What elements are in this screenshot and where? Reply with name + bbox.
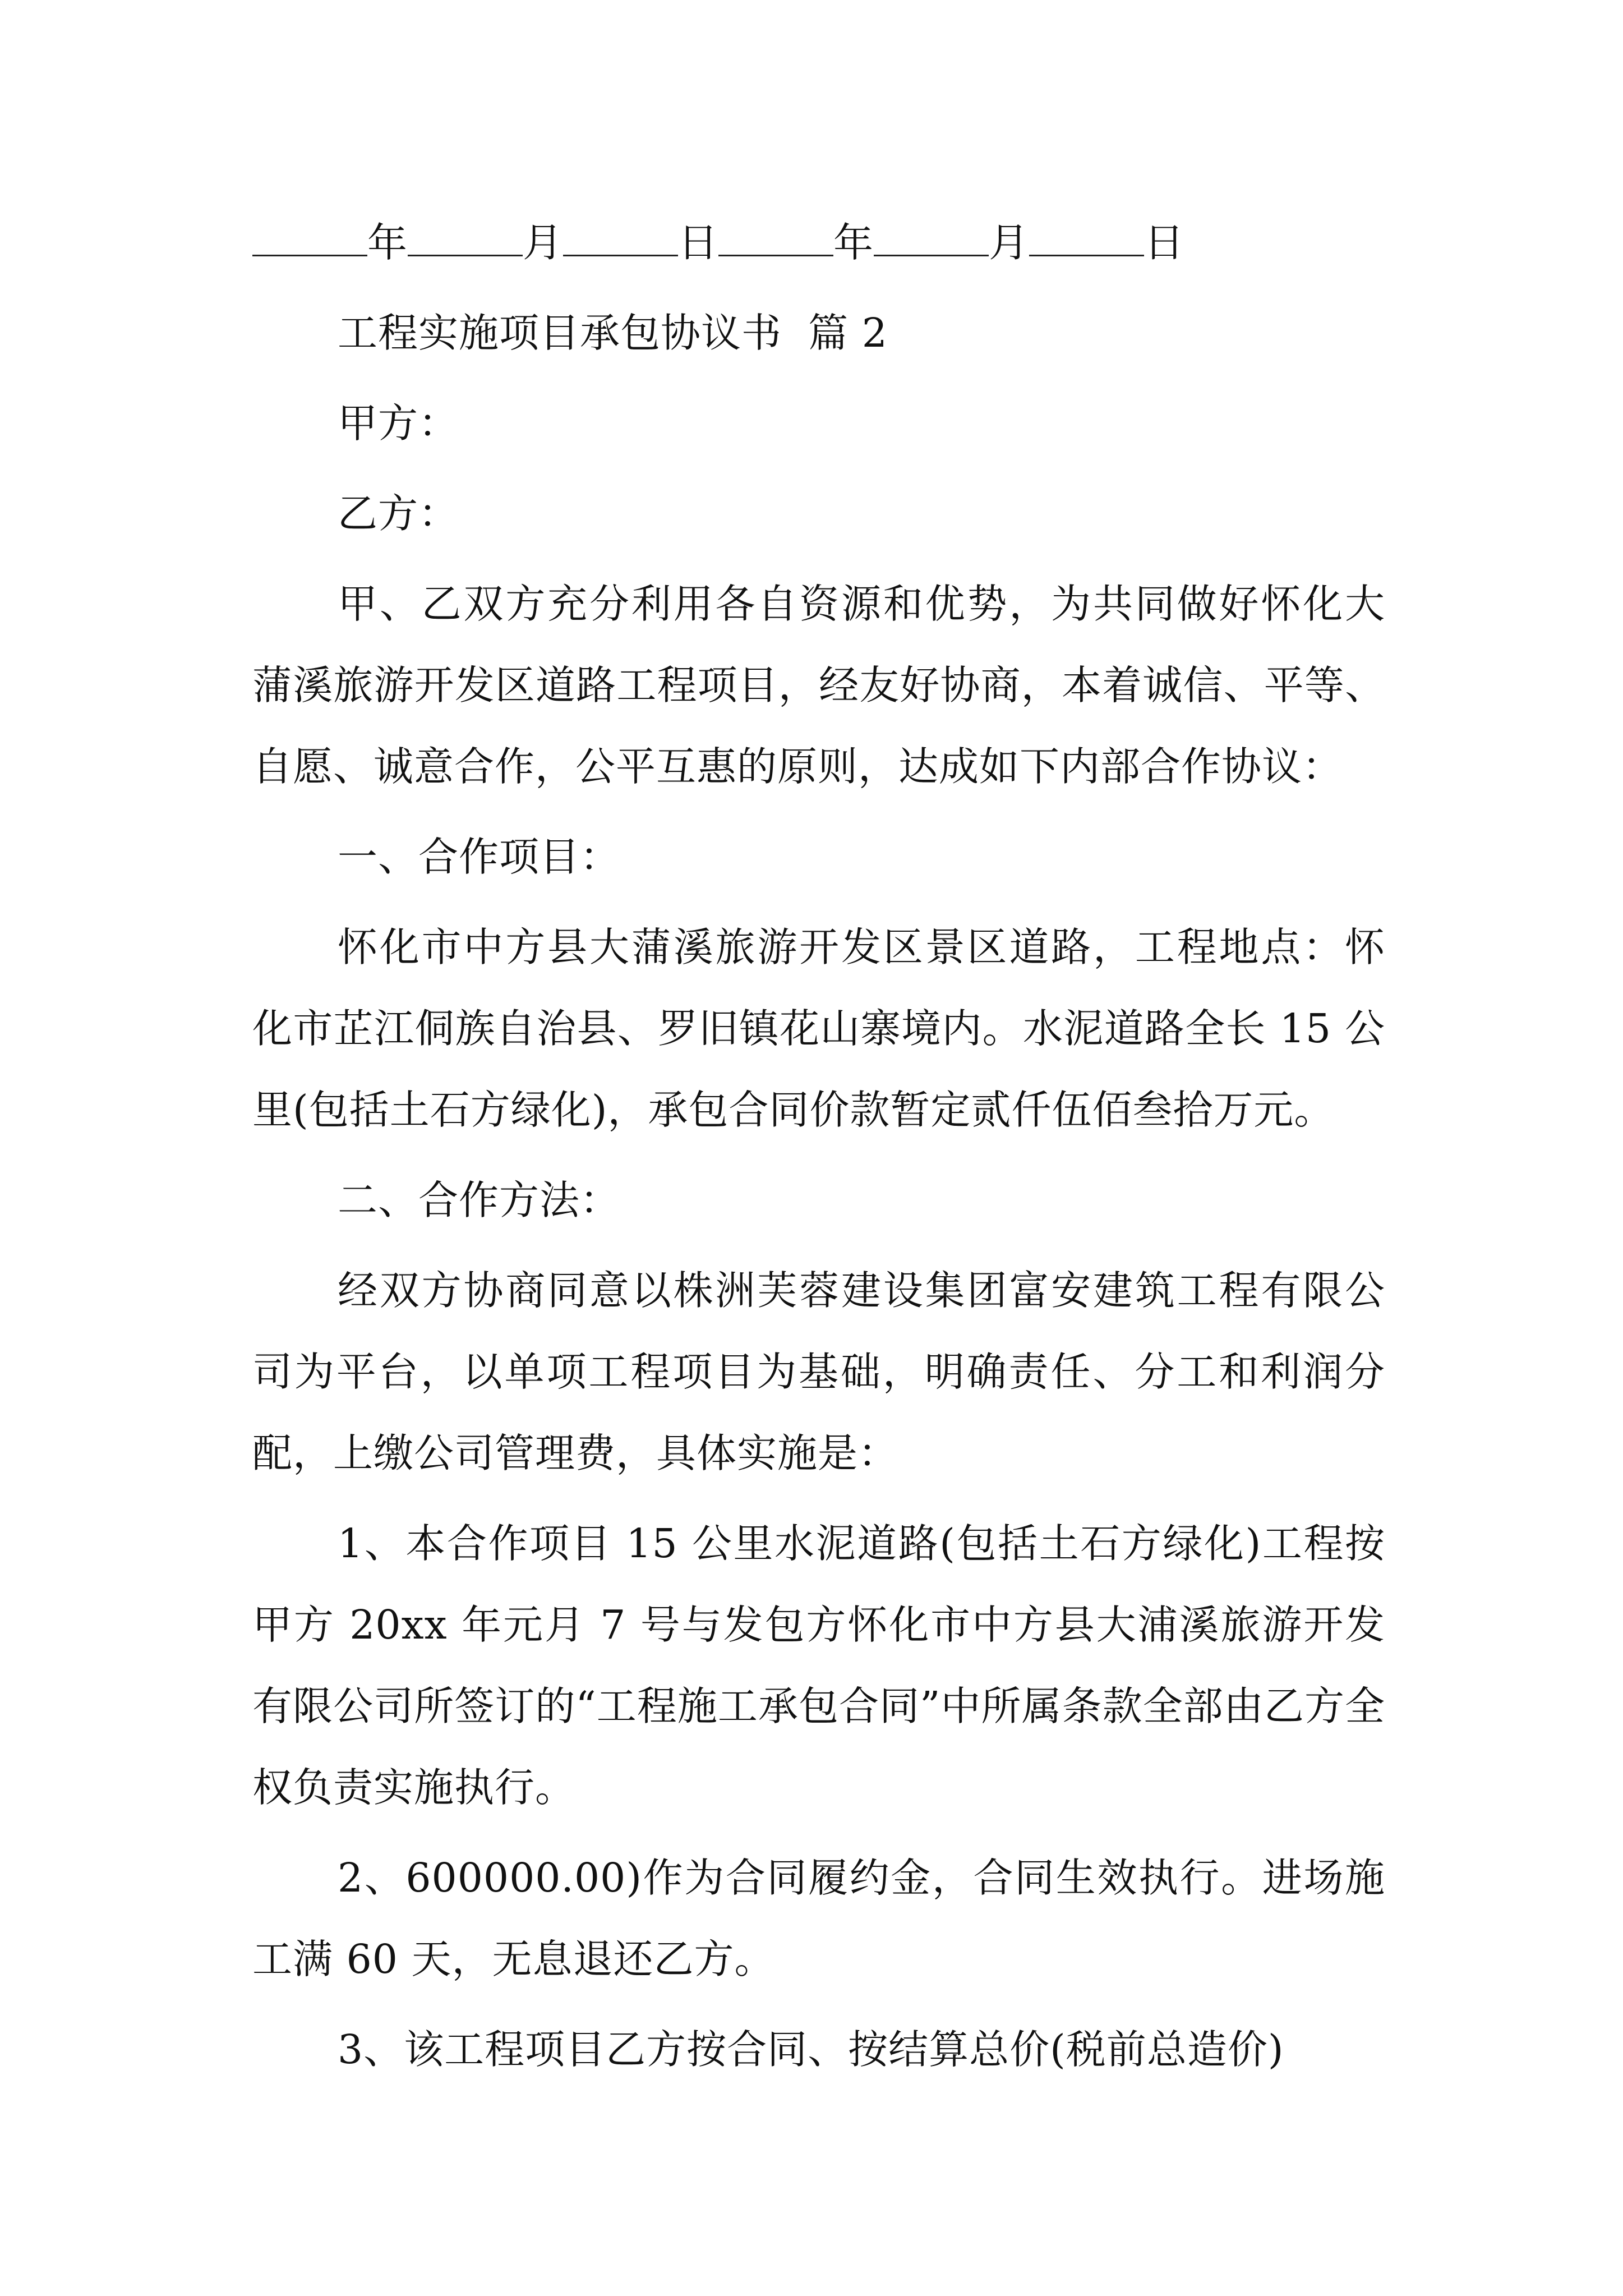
date-blank: [563, 221, 678, 256]
paragraph-project-description: 怀化市中方县大蒲溪旅游开发区景区道路，工程地点：怀化市芷江侗族自治县、罗旧镇花山寨境内。水泥道路全长 15 公里(包括土石方绿化)，承包合同价款暂定贰仟伍佰叁拾万元。: [252, 924, 1385, 1133]
clause-3: 3、该工程项目乙方按合同、按结算总价(税前总造价): [338, 2026, 1284, 2073]
date-blank: [718, 221, 833, 256]
document-title: 工程实施项目承包协议书 篇 2: [338, 310, 888, 356]
section-heading-cooperation-project: 一、合作项目：: [338, 834, 621, 880]
section-heading-cooperation-method: 二、合作方法：: [338, 1177, 621, 1223]
date-blank: [874, 221, 989, 256]
date-unit: 月: [989, 219, 1030, 266]
date-unit: 日: [1144, 219, 1185, 266]
party-a-label: 甲方：: [338, 400, 459, 447]
party-b-label: 乙方：: [338, 490, 459, 537]
date-unit: 日: [678, 219, 719, 266]
date-blank: [1029, 221, 1144, 256]
paragraph-intro: 甲、乙双方充分利用各自资源和优势，为共同做好怀化大蒲溪旅游开发区道路工程项目，经友好协商，本着诚信、平等、自愿、诚意合作，公平互惠的原则，达成如下内部合作协议：: [252, 581, 1385, 790]
date-unit: 月: [523, 219, 564, 266]
signature-date-line: [252, 202, 1385, 283]
date-unit: 年: [367, 219, 408, 266]
document-body: [252, 202, 1385, 2090]
paragraph-method-description: 经双方协商同意以株洲芙蓉建设集团富安建筑工程有限公司为平台，以单项工程项目为基础，明确责任、分工和利润分配，上缴公司管理费，具体实施是：: [252, 1267, 1385, 1476]
date-blank: [252, 221, 367, 256]
clause-1: 1、本合作项目 15 公里水泥道路(包括土石方绿化)工程按甲方 20xx 年元月 7 号与发包方怀化市中方县大浦溪旅游开发有限公司所签订的“工程施工承包合同”中所属条款全部由乙方全权负责实施执行。: [252, 1520, 1385, 1811]
clause-2: 2、600000.00)作为合同履约金，合同生效执行。进场施工满 60 天，无息退还乙方。: [252, 1855, 1385, 1982]
date-unit: 年: [833, 219, 874, 266]
date-blank: [408, 221, 523, 256]
